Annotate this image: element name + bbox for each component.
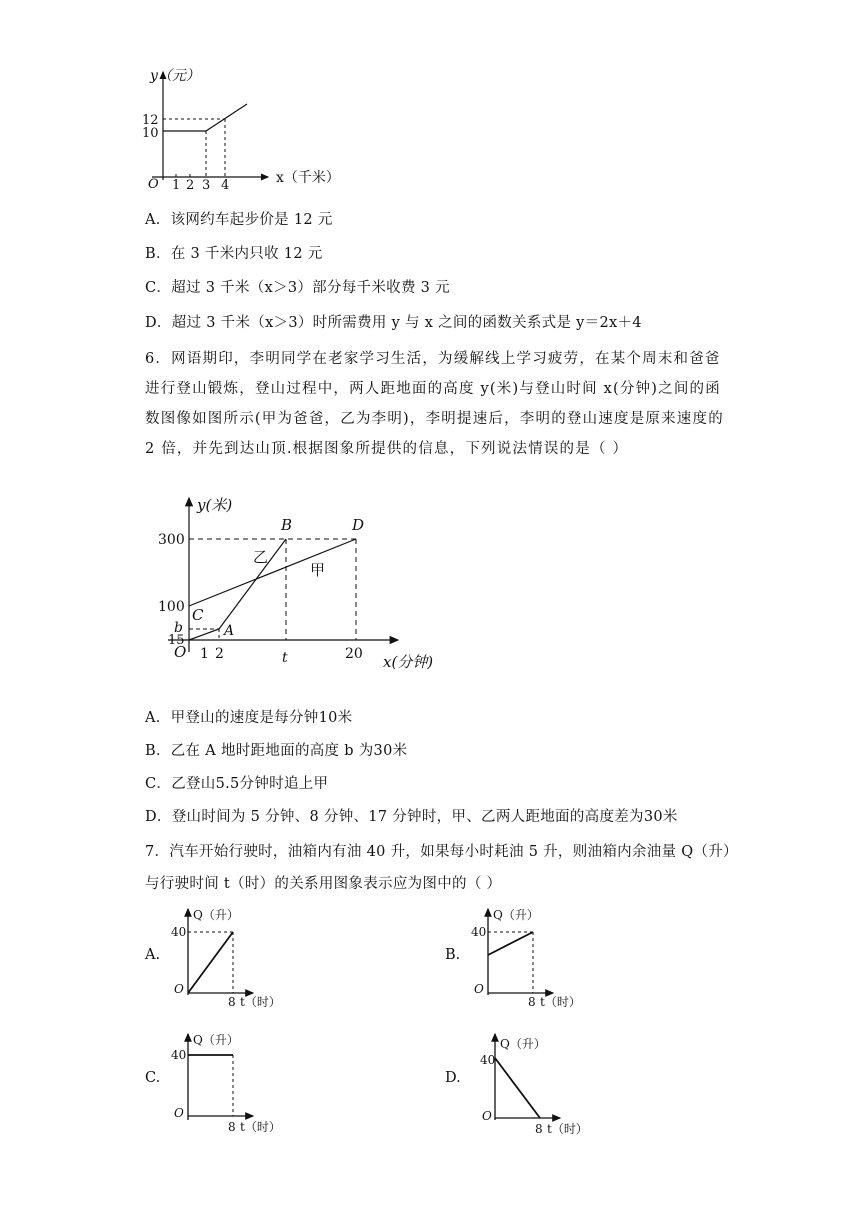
q5-option-b: B．在 3 千米内只收 12 元 [145,246,323,262]
q7-choice-b-label: B. [445,947,461,963]
q7c-x-tick: 8 [228,1120,236,1134]
q6-y-tick-300: 300 [158,532,185,548]
q5-x-tick-3: 3 [202,178,211,193]
q5-y-tick-10: 10 [142,126,159,141]
q5-option-d: D．超过 3 千米（x＞3）时所需费用 y 与 x 之间的函数关系式是 y＝2x＋4 [145,315,642,331]
q5-graph [140,62,340,193]
q7c-x-label: t（时） [240,1120,281,1134]
q5-x-tick-2: 2 [186,178,195,193]
q7d-x-label: t（时） [547,1122,588,1136]
q7d-y-tick: 40 [480,1053,496,1067]
q6-label-yi: 乙 [253,548,269,566]
q6-origin: O [174,643,187,661]
q7d-line [495,1058,540,1118]
q5-option-c: C．超过 3 千米（x＞3）部分每千米收费 3 元 [145,280,450,296]
q7d-origin: O [482,1109,492,1123]
q6-option-d: D．登山时间为 5 分钟、8 分钟、17 分钟时，甲、乙两人距地面的高度差为30米 [145,809,678,825]
q7a-line [188,932,233,993]
q7-choice-c-label: C. [145,1070,161,1086]
q6-option-b: B．乙在 A 地时距地面的高度 b 为30米 [145,743,408,759]
q5-y-tick-12: 12 [142,113,159,128]
q6-point-c: C [192,606,204,624]
q6-point-a: A [224,623,235,639]
q6-point-b: B [281,516,293,534]
q5-x-tick-1: 1 [172,178,181,193]
q7-stem-line2: 与行驶时间 t（时）的关系用图象表示应为图中的（ ） [145,876,502,892]
q6-option-c: C．乙登山5.5分钟时追上甲 [145,776,329,792]
q7a-x-label: t（时） [240,995,281,1009]
q5-origin: O [148,177,159,192]
q6-graph [158,492,458,672]
q5-fare-line [163,104,247,131]
q7b-x-tick: 8 [528,995,536,1009]
q7-graph-a [168,905,281,1010]
q6-x-label: x(分钟) [383,653,434,671]
q5-x-label: x（千米） [276,170,340,186]
q7a-y-tick: 40 [171,925,187,939]
q6-y-tick-100: 100 [158,599,185,615]
q7b-line [488,932,533,955]
q7a-y-label: Q（升） [193,908,239,922]
q7-choice-d-label: D. [445,1070,461,1086]
q6-stem: 6．网语期印，李明同学在老家学习生活，为缓解线上学习疲劳，在某个周末和爸爸进行登山锻炼，登山过程中，两人距地面的高度 y(米)与登山时间 x(分钟)之间的函数图像如图所示(甲为爸爸，乙为李明)，李明提速后，李明的登山速度是原来速度的 2 倍，并先到达山顶.根据图象所提供的信息，下列说法情误的是（ ） [145,351,724,457]
q6-y-tick-b: b [174,620,183,636]
q7c-y-label: Q（升） [193,1033,239,1047]
q5-option-a: A．该网约车起步价是 12 元 [145,212,333,228]
q7d-y-label: Q（升） [500,1037,546,1051]
q6-x-tick-2: 2 [215,646,224,662]
q7c-y-tick: 40 [171,1048,187,1062]
q6-option-a: A．甲登山的速度是每分钟10米 [145,710,353,726]
q6-label-jia: 甲 [310,561,326,579]
q6-x-tick-20: 20 [345,646,363,662]
q6-x-tick-1: 1 [200,646,209,662]
q7-graph-b [468,905,581,1010]
q6-y-label: y(米) [197,496,233,514]
q7-stem-line1: 7．汽车开始行驶时，油箱内有油 40 升，如果每小时耗油 5 升，则油箱内余油量 Q（升） [145,844,738,860]
q7-choice-a-label: A. [145,947,161,963]
q6-x-tick-t: t [282,650,288,666]
q6-point-d: D [352,516,365,534]
q7b-x-label: t（时） [540,995,581,1009]
q7-graph-d [468,1030,588,1140]
q7a-x-tick: 8 [228,995,236,1009]
q7a-origin: O [174,982,184,996]
q7c-origin: O [174,1106,184,1120]
q7b-y-label: Q（升） [493,908,539,922]
q6-line-jia [189,539,356,606]
q6-y-tick-15: 15 [168,633,185,648]
q5-x-tick-4: 4 [221,178,230,193]
q7-graph-c [168,1030,281,1140]
q7b-y-tick: 40 [471,925,487,939]
q7d-x-tick: 8 [535,1122,543,1136]
q5-y-label: y（元） [150,68,200,84]
q6-line-yi [189,539,286,640]
q7b-origin: O [474,982,484,996]
